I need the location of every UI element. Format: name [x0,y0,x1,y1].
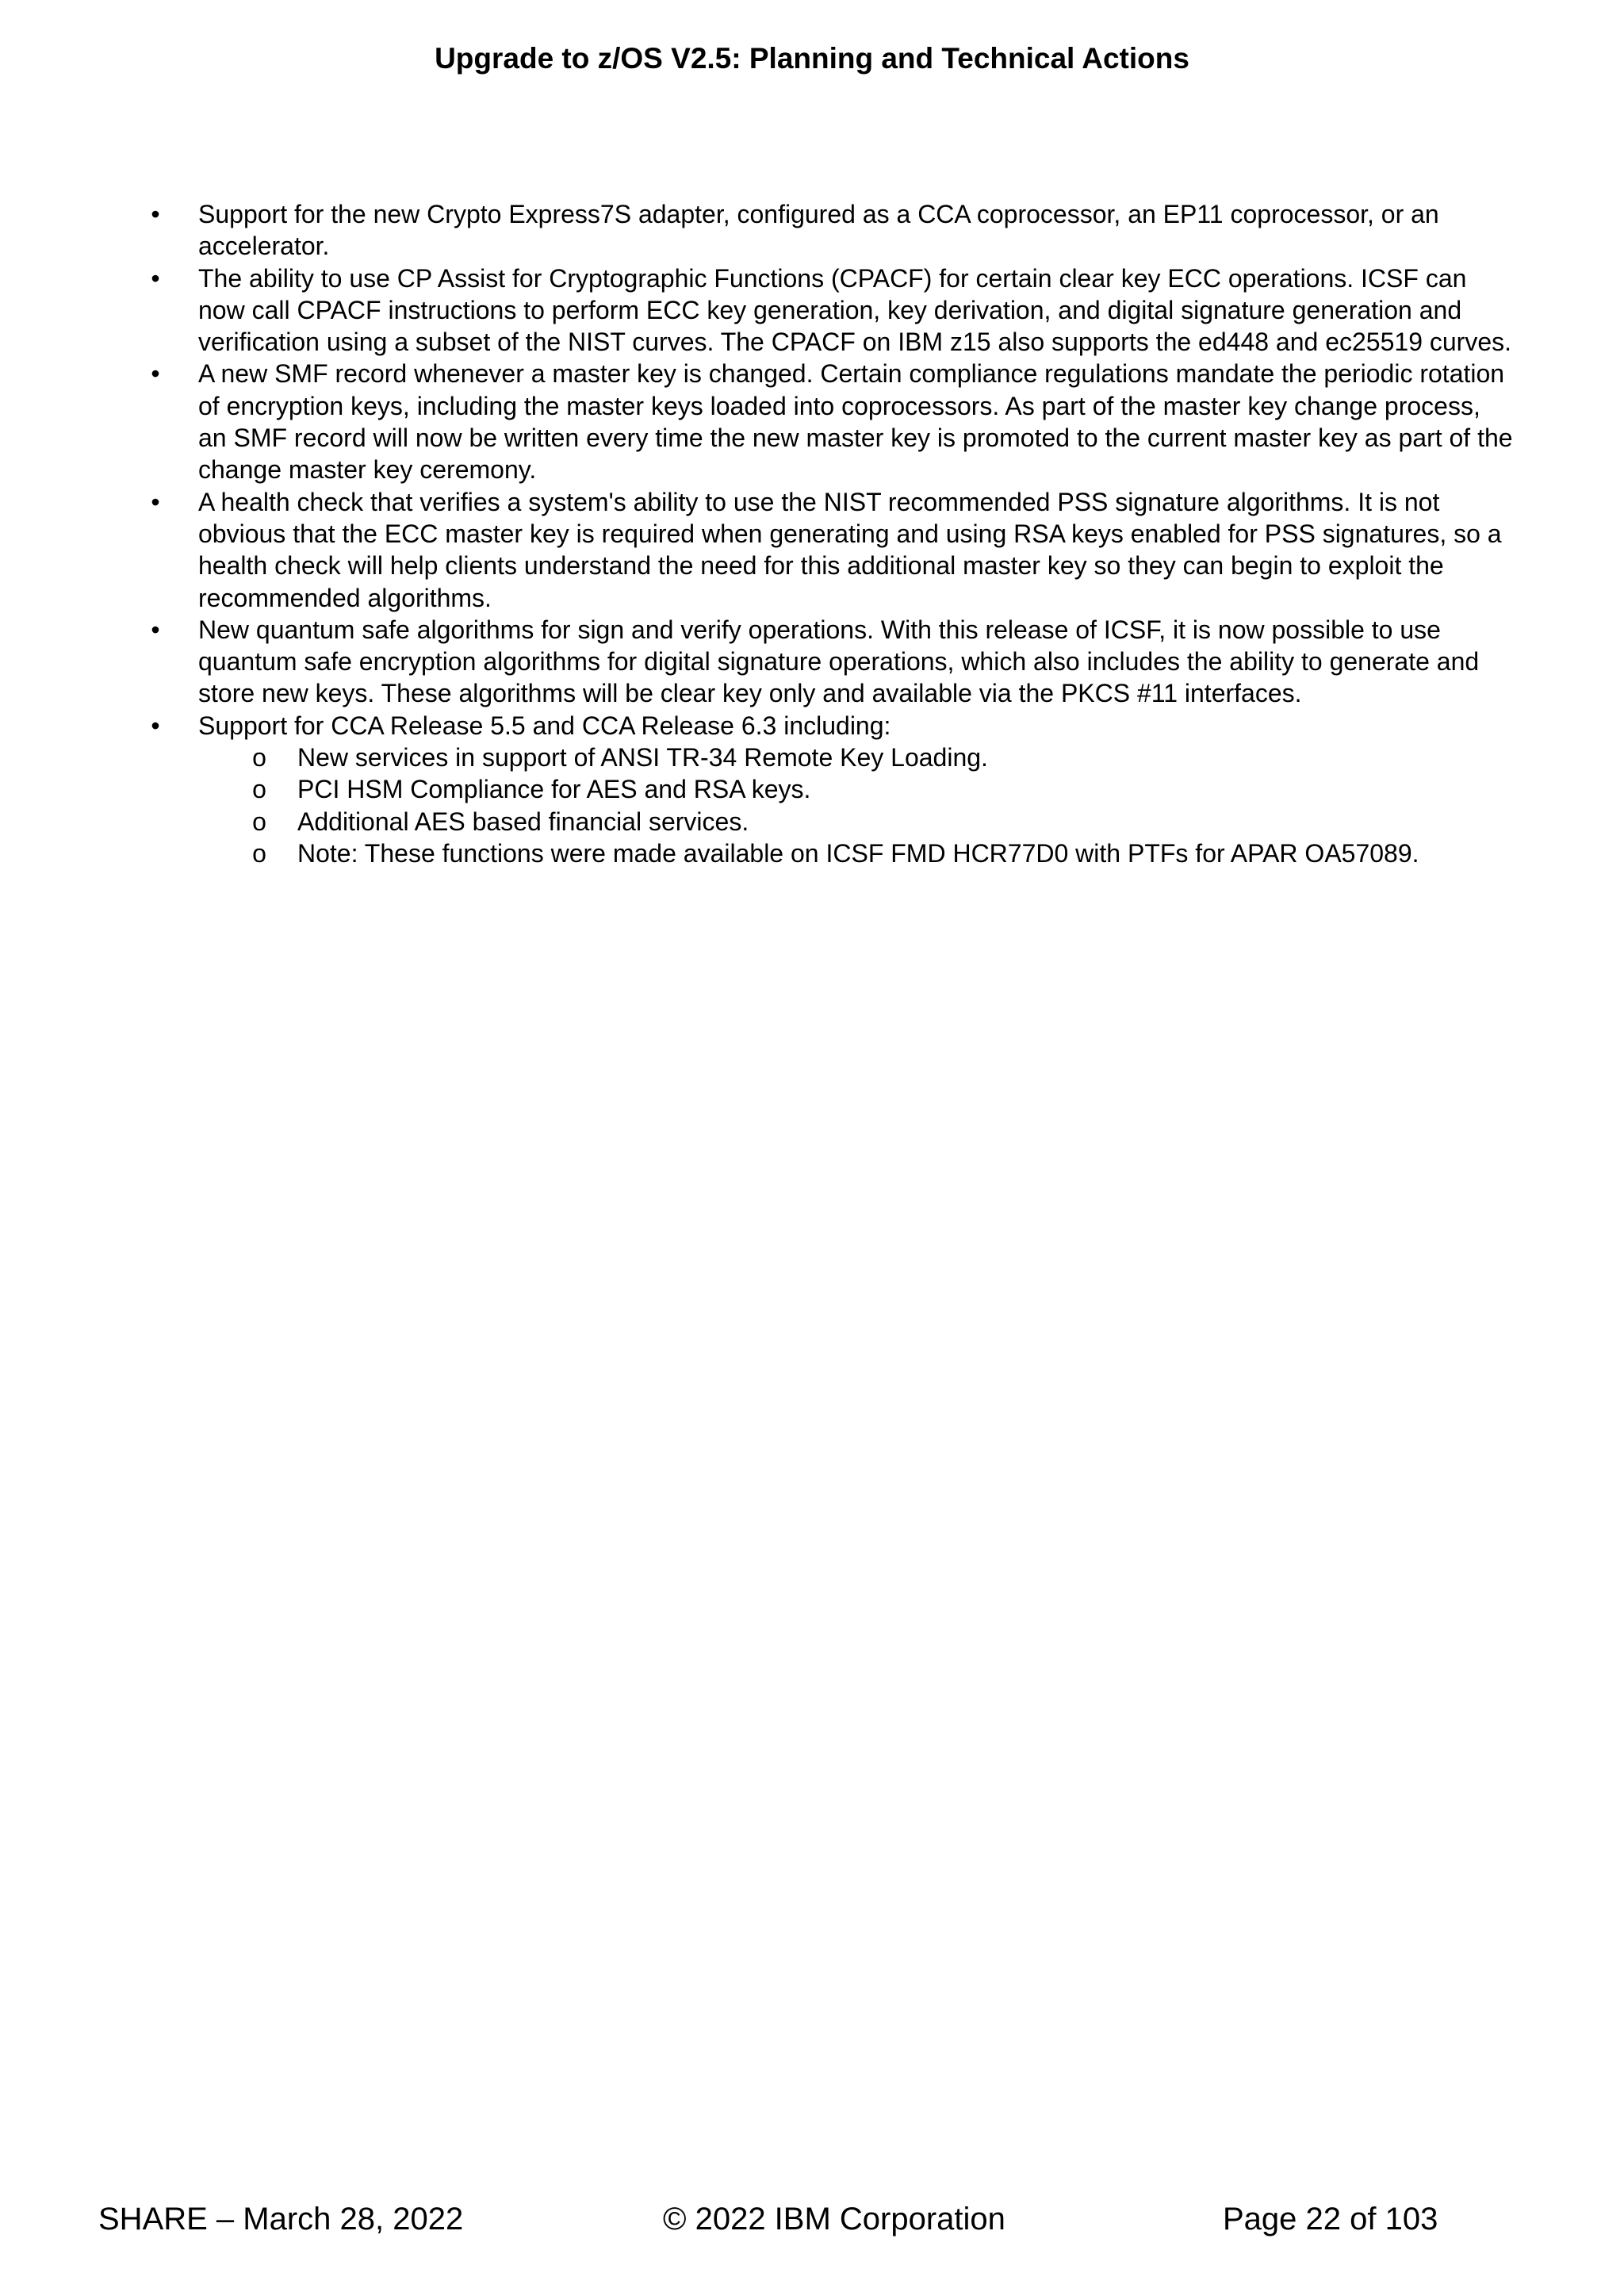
bullet-dot-icon: • [151,359,160,389]
circle-bullet-icon: o [252,743,266,772]
bullet-item [0,263,1624,358]
sub-item-text: Note: These functions were made available on ICSF FMD HCR77D0 with PTFs for APAR OA57089. [297,838,1419,868]
bullet-text: A health check that verifies a system's ability to use the NIST recommended PSS signature algorithms. It is not obvious that the ECC master key is required when generating and using RSA keys enabled for PSS signatures, so a health check will help clients understand the need for this additional master key so they can begin to exploit the recommended algorithms. [198,487,1502,612]
footer-copyright: © 2022 IBM Corporation [663,2202,1005,2237]
bullet-text: A new SMF record whenever a master key is changed. Certain compliance regulations mandate the periodic rotation of encryption keys, including the master keys loaded into coprocessors. As part of the master key change process, an SMF record will now be written every time the new master key is promoted to the current master key as part of the change master key ceremony. [198,359,1513,485]
circle-bullet-icon: o [252,775,266,804]
sub-list-item [198,773,1513,805]
bullet-dot-icon: • [151,615,160,644]
circle-bullet-icon: o [252,838,266,868]
sub-list-item [198,742,1513,773]
bullet-item [0,198,1624,263]
bullet-text: The ability to use CP Assist for Cryptographic Functions (CPACF) for certain clear key ECC operations. ICSF can now call CPACF instructions to perform ECC key generation, key derivation, and digital signature generation and verification using a subset of the NIST curves. The CPACF on IBM z15 also supports the ed448 and ec25519 curves. [198,263,1512,357]
sub-list-item [198,838,1513,869]
bullet-dot-icon: • [151,263,160,293]
bullet-text: New quantum safe algorithms for sign and verify operations. With this release of ICSF, it is now possible to use quantum safe encryption algorithms for digital signature operations, which also includes the ability to generate and store new keys. These algorithms will be clear key only and available via the PKCS #11 interfaces. [198,615,1480,708]
sub-bullet-list [198,742,1513,869]
sub-item-text: New services in support of ANSI TR-34 Remote Key Loading. [297,743,988,772]
sub-list-item [198,806,1513,838]
circle-bullet-icon: o [252,807,266,836]
bullet-item [0,710,1624,869]
bullet-dot-icon: • [151,487,160,516]
bullet-item [0,486,1624,614]
feature-bullet-list [0,198,1624,869]
footer-event-date: SHARE – March 28, 2022 [98,2202,464,2237]
sub-item-text: Additional AES based financial services. [297,807,749,836]
bullet-dot-icon: • [151,711,160,740]
bullet-item [0,614,1624,710]
bullet-text: Support for the new Crypto Express7S adapter, configured as a CCA coprocessor, an EP11 coprocessor, or an accelerator. [198,200,1439,261]
sub-item-text: PCI HSM Compliance for AES and RSA keys. [297,775,811,804]
page-footer [0,2199,1624,2239]
bullet-item [0,358,1624,485]
bullet-dot-icon: • [151,200,160,228]
bullet-text: Support for CCA Release 5.5 and CCA Release 6.3 including: [198,711,891,740]
footer-page-number: Page 22 of 103 [1223,2202,1438,2237]
page-header-title: Upgrade to z/OS V2.5: Planning and Technical Actions [435,42,1189,75]
